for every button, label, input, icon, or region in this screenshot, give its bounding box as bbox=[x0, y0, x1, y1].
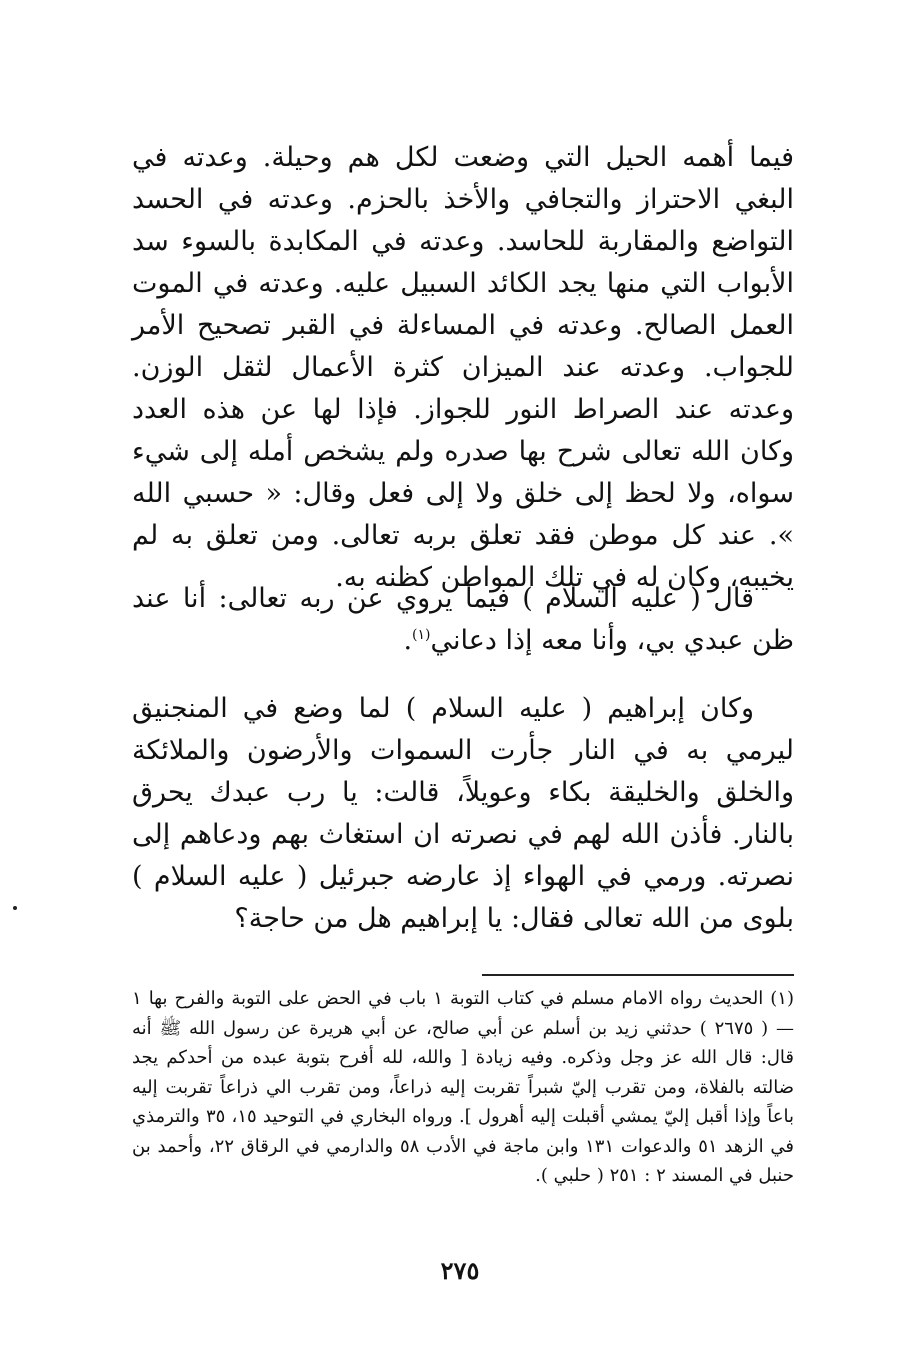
page-number: ٢٧٥ bbox=[440, 1256, 480, 1285]
scan-speck bbox=[13, 906, 17, 910]
paragraph-text bbox=[132, 578, 794, 662]
footnote-reference: (١) bbox=[412, 627, 431, 643]
footnote-1: (١) الحديث رواه الامام مسلم في كتاب التوبة ١ باب في الحض على التوبة والفرح بها ١ — ( ٢٦٧٥ ) حدثني زيد بن أسلم عن أبي صالح، عن أبي هريرة عن رسول الله ﷺ أنه قال: قال الله عز وجل وذكره. وفيه زيادة [ والله، لله أفرح بتوبة عبده من أحدكم يجد ضالته بالفلاة، ومن تقرب إليّ شبراً تقربت إليه ذراعاً، ومن تقرب الي ذراعاً تقربت إليه باعاً وإذا أقبل إليّ يمشي أقبلت إليه أهرول ]. ورواه البخاري في التوحيد ١٥، ٣٥ والترمذي في الزهد ٥١ والدعوات ١٣١ وابن ماجة في الأدب ٥٨ والدارمي في الرقاق ٢٢، وأحمد بن حنبل في المسند ٢ : ٢٥١ ( حلبي ). bbox=[132, 988, 795, 1186]
footnote-separator-rule bbox=[482, 974, 794, 976]
body-paragraph-2 bbox=[132, 578, 794, 662]
paragraph-text-main: قال ( عليه السلام ) فيما يروي عن ربه تعالى: أنا عند ظن عبدي بي، وأنا معه إذا دعاني bbox=[132, 583, 794, 656]
paragraph-text: وكان إبراهيم ( عليه السلام ) لما وضع في المنجنيق ليرمي به في النار جأرت السموات والأرضون والملائكة والخلق والخليقة بكاء وعويلاً، قالت: يا رب عبدك يحرق بالنار. فأذن الله لهم في نصرته ان استغاث بهم ودعاهم إلى نصرته. ورمي في الهواء إذ عارضه جبرئيل ( عليه السلام ) بلوى من الله تعالى فقال: يا إبراهيم هل من حاجة؟ bbox=[132, 693, 794, 934]
paragraph-text-end: . bbox=[403, 625, 413, 656]
body-paragraph-1 bbox=[132, 137, 794, 599]
paragraph-text: فيما أهمه الحيل التي وضعت لكل هم وحيلة. وعدته في البغي الاحتراز والتجافي والأخذ بالحزم. وعدته في الحسد التواضع والمقاربة للحاسد. وعدته في المكابدة بالسوء سد الأبواب التي منها يجد الكائد السبيل عليه. وعدته في الموت العمل الصالح. وعدته في المساءلة في القبر تصحيح الأمر للجواب. وعدته عند الميزان كثرة الأعمال لثقل الوزن. وعدته عند الصراط النور للجواز. فإذا لها عن هذه العدد وكان الله تعالى شرح بها صدره ولم يشخص أمله إلى شيء سواه، ولا لحظ إلى خلق ولا إلى فعل وقال: « حسبي الله ». عند كل موطن فقد تعلق بربه تعالى. ومن تعلق به لم يخيبه، وكان له في تلك المواطن كظنه به. bbox=[132, 142, 794, 593]
footnotes-section bbox=[132, 984, 794, 1191]
body-paragraph-3 bbox=[132, 688, 794, 940]
